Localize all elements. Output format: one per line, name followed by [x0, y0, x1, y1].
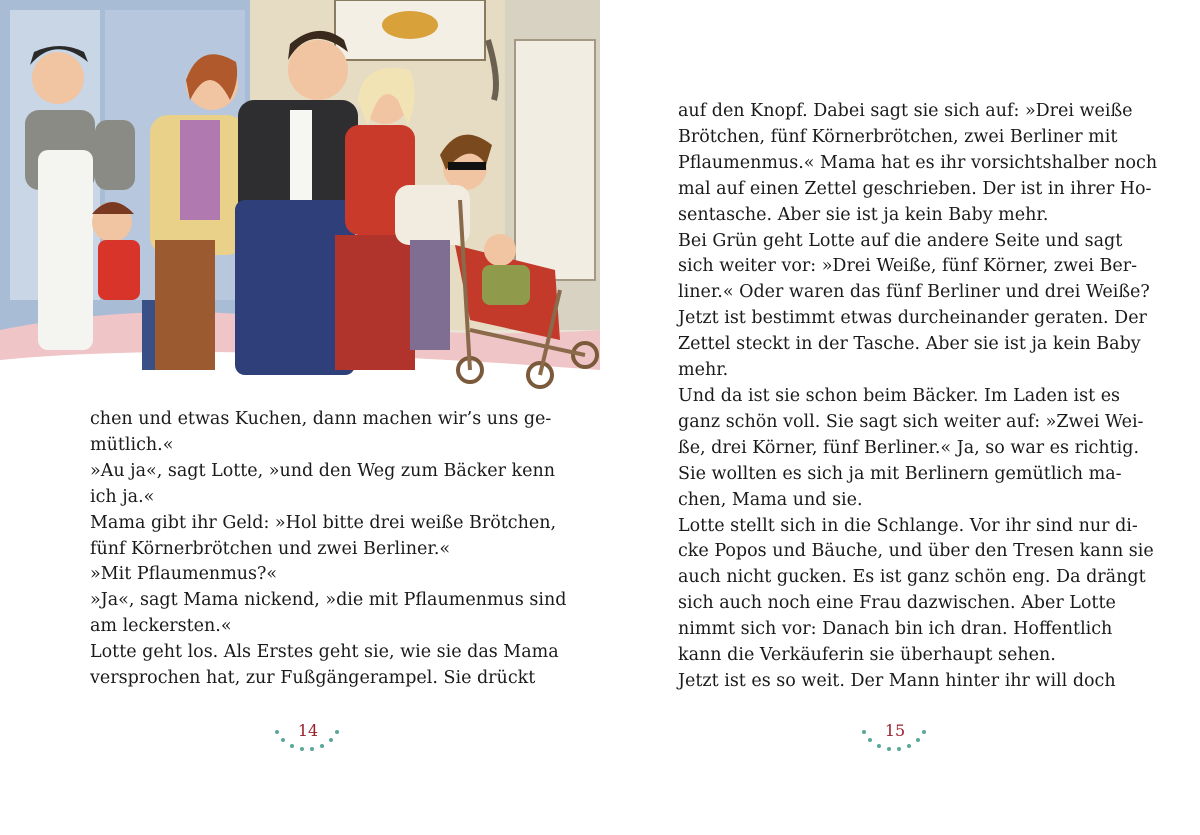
text-line: cke Popos und Bäuche, und über den Tresen kann sie	[678, 541, 1154, 562]
text-line: ganz schön voll. Sie sagt sich weiter auf: »Zwei Wei-	[678, 411, 1144, 432]
text-line: »Au ja«, sagt Lotte, »und den Weg zum Bäcker kenn	[90, 460, 556, 481]
text-line: chen, Mama und sie.	[678, 489, 863, 510]
text-line: sich weiter vor: »Drei Weiße, fünf Körner, zwei Ber-	[678, 256, 1137, 277]
text-line: mehr.	[678, 360, 729, 381]
page-ornament-dots-icon	[860, 726, 930, 756]
text-line: ße, drei Körner, fünf Berliner.« Ja, so war es richtig.	[678, 437, 1140, 458]
text-line: auf den Knopf. Dabei sagt sie sich auf: »Drei weiße	[678, 101, 1133, 121]
text-line: Jetzt ist es so weit. Der Mann hinter ihr will doch	[678, 670, 1116, 691]
text-line: Zettel steckt in der Tasche. Aber sie ist ja kein Baby	[678, 334, 1141, 355]
page-ornament-dots-icon	[273, 726, 343, 756]
text-line: »Ja«, sagt Mama nickend, »die mit Pflaumenmus sind	[90, 590, 567, 611]
right-page	[600, 0, 1200, 835]
text-line: Pflaumenmus.« Mama hat es ihr vorsichtshalber noch	[678, 152, 1158, 173]
text-line: liner.« Oder waren das fünf Berliner und drei Weiße?	[678, 282, 1150, 303]
text-line: kann die Verkäuferin sie überhaupt sehen.	[678, 645, 1056, 666]
left-page-text	[90, 407, 570, 692]
text-line: Und da ist sie schon beim Bäcker. Im Laden ist es	[678, 385, 1121, 406]
text-line: Sie wollten es sich ja mit Berlinern gemütlich ma-	[678, 463, 1122, 484]
text-line: Brötchen, fünf Körnerbrötchen, zwei Berliner mit	[678, 126, 1118, 147]
bakery-queue-illustration	[0, 0, 600, 392]
text-line: Mama gibt ihr Geld: »Hol bitte drei weiße Brötchen,	[90, 512, 557, 533]
right-page-text	[678, 99, 1158, 695]
text-line: fünf Körnerbrötchen und zwei Berliner.«	[90, 538, 451, 559]
text-line: sich auch noch eine Frau dazwischen. Aber Lotte	[678, 593, 1116, 614]
text-line: chen und etwas Kuchen, dann machen wir’s uns ge-	[90, 409, 552, 429]
text-line: nimmt sich vor: Danach bin ich dran. Hoffentlich	[678, 619, 1113, 640]
text-line: Lotte stellt sich in die Schlange. Vor ihr sind nur di-	[678, 515, 1138, 536]
text-line: »Mit Pflaumenmus?«	[90, 564, 278, 585]
text-line: am leckersten.«	[90, 616, 232, 637]
text-line: mal auf einen Zettel geschrieben. Der ist in ihrer Ho-	[678, 178, 1152, 199]
text-line: Lotte geht los. Als Erstes geht sie, wie sie das Mama	[90, 642, 559, 663]
text-line: auch nicht gucken. Es ist ganz schön eng. Da drängt	[678, 567, 1146, 588]
text-line: Jetzt ist bestimmt etwas durcheinander geraten. Der	[678, 308, 1147, 329]
text-line: ich ja.«	[90, 486, 155, 507]
text-line: Bei Grün geht Lotte auf die andere Seite und sagt	[678, 230, 1123, 251]
page-number-left: 14	[297, 721, 319, 740]
text-line: versprochen hat, zur Fußgängerampel. Sie drückt	[90, 668, 536, 689]
page-number-right: 15	[884, 721, 906, 740]
text-line: mütlich.«	[90, 434, 174, 455]
text-line: sentasche. Aber sie ist ja kein Baby mehr.	[678, 204, 1049, 225]
